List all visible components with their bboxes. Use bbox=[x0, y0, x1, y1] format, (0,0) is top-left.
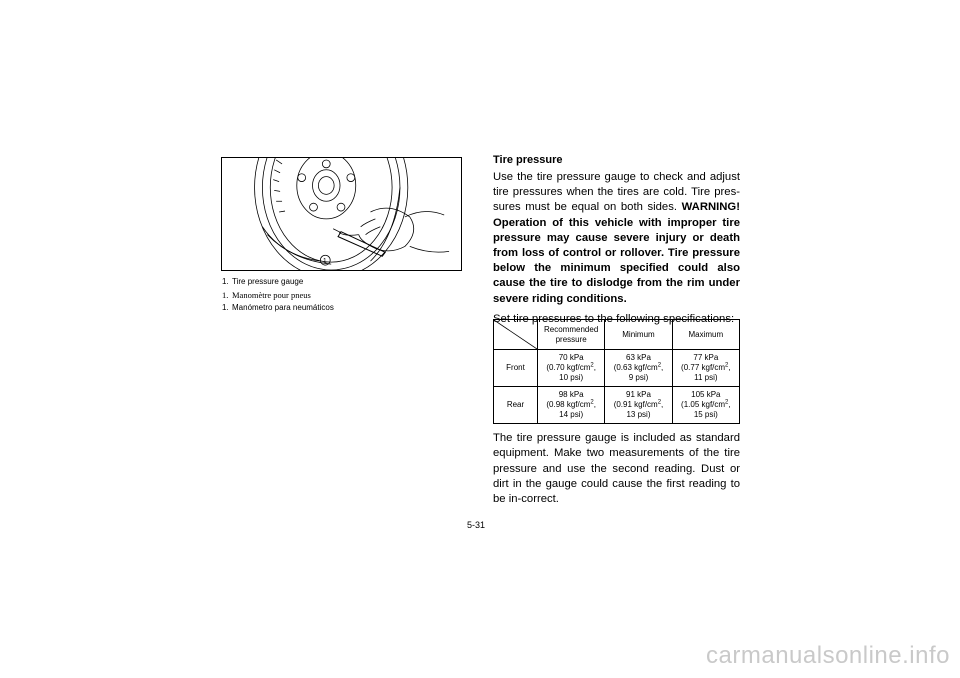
table-row-rear bbox=[494, 387, 740, 424]
figure-captions bbox=[222, 276, 472, 315]
cell-front-recommended: 70 kPa (0.70 kgf/$cm^2$, 10 psi) bbox=[538, 350, 605, 387]
cell-front-minimum: 63 kPa (0.63 kgf/$cm^2$, 9 psi) bbox=[605, 350, 672, 387]
tire-gauge-illustration bbox=[221, 157, 462, 271]
caption-french: 1. Manomètre pour pneus bbox=[222, 290, 311, 300]
section-heading: Tire pressure bbox=[493, 154, 563, 166]
table-corner-cell bbox=[494, 320, 538, 350]
row-label: Front bbox=[494, 350, 538, 387]
table-row-front bbox=[494, 350, 740, 387]
cell-front-maximum: 77 kPa (0.77 kgf/$cm^2$, 11 psi) bbox=[672, 350, 739, 387]
tire-pressure-table bbox=[493, 319, 740, 424]
caption-english: 1. Tire pressure gauge bbox=[222, 277, 304, 286]
cell-rear-minimum: 91 kPa (0.91 kgf/$cm^2$, 13 psi) bbox=[605, 387, 672, 424]
warning-text: WARNING! Operation of this vehicle with improper tire pressure may cause severe injury or death from loss of control or rollover. Tire pressure below the minimum specified could also cause the tire to dislodge from the rim under severe riding conditions. bbox=[493, 201, 740, 305]
wheel-and-gauge-drawing bbox=[222, 158, 461, 270]
spec-intro: Set tire pressures to the following specifications: bbox=[493, 312, 735, 325]
header-recommended: Recommended pressure bbox=[538, 320, 605, 350]
caption-spanish: 1. Manómetro para neumáticos bbox=[222, 303, 334, 312]
table-header-row bbox=[494, 320, 740, 350]
watermark: carmanualsonline.info bbox=[706, 642, 950, 669]
cell-rear-recommended: 98 kPa (0.98 kgf/$cm^2$, 14 psi) bbox=[538, 387, 605, 424]
page-number: 5-31 bbox=[467, 520, 486, 530]
diagonal-line bbox=[494, 320, 537, 349]
gauge-note-paragraph: The tire pressure gauge is included as standard equipment. Make two measurements of the tire pressure and use the second reading. Dust or dirt in the gauge could cause the first reading to be in-correct. bbox=[493, 432, 740, 506]
header-maximum: Maximum bbox=[672, 320, 739, 350]
header-minimum: Minimum bbox=[605, 320, 672, 350]
tire-pressure-section bbox=[493, 153, 740, 327]
intro-paragraph: Use the tire pressure gauge to check and adjust tire pressures when the tires are cold. Tire pres-sures must be equal on both sides. WARNING! Operation of this vehicle with improper tire pressure may cause severe injury or death from loss of control or rollover. Tire pressure below the minimum specified could also cause the tire to dislodge from the rim under severe riding conditions. bbox=[493, 171, 740, 305]
callout-number: 1 bbox=[322, 258, 327, 266]
cell-rear-maximum: 105 kPa (1.05 kgf/$cm^2$, 15 psi) bbox=[672, 387, 739, 424]
row-label: Rear bbox=[494, 387, 538, 424]
